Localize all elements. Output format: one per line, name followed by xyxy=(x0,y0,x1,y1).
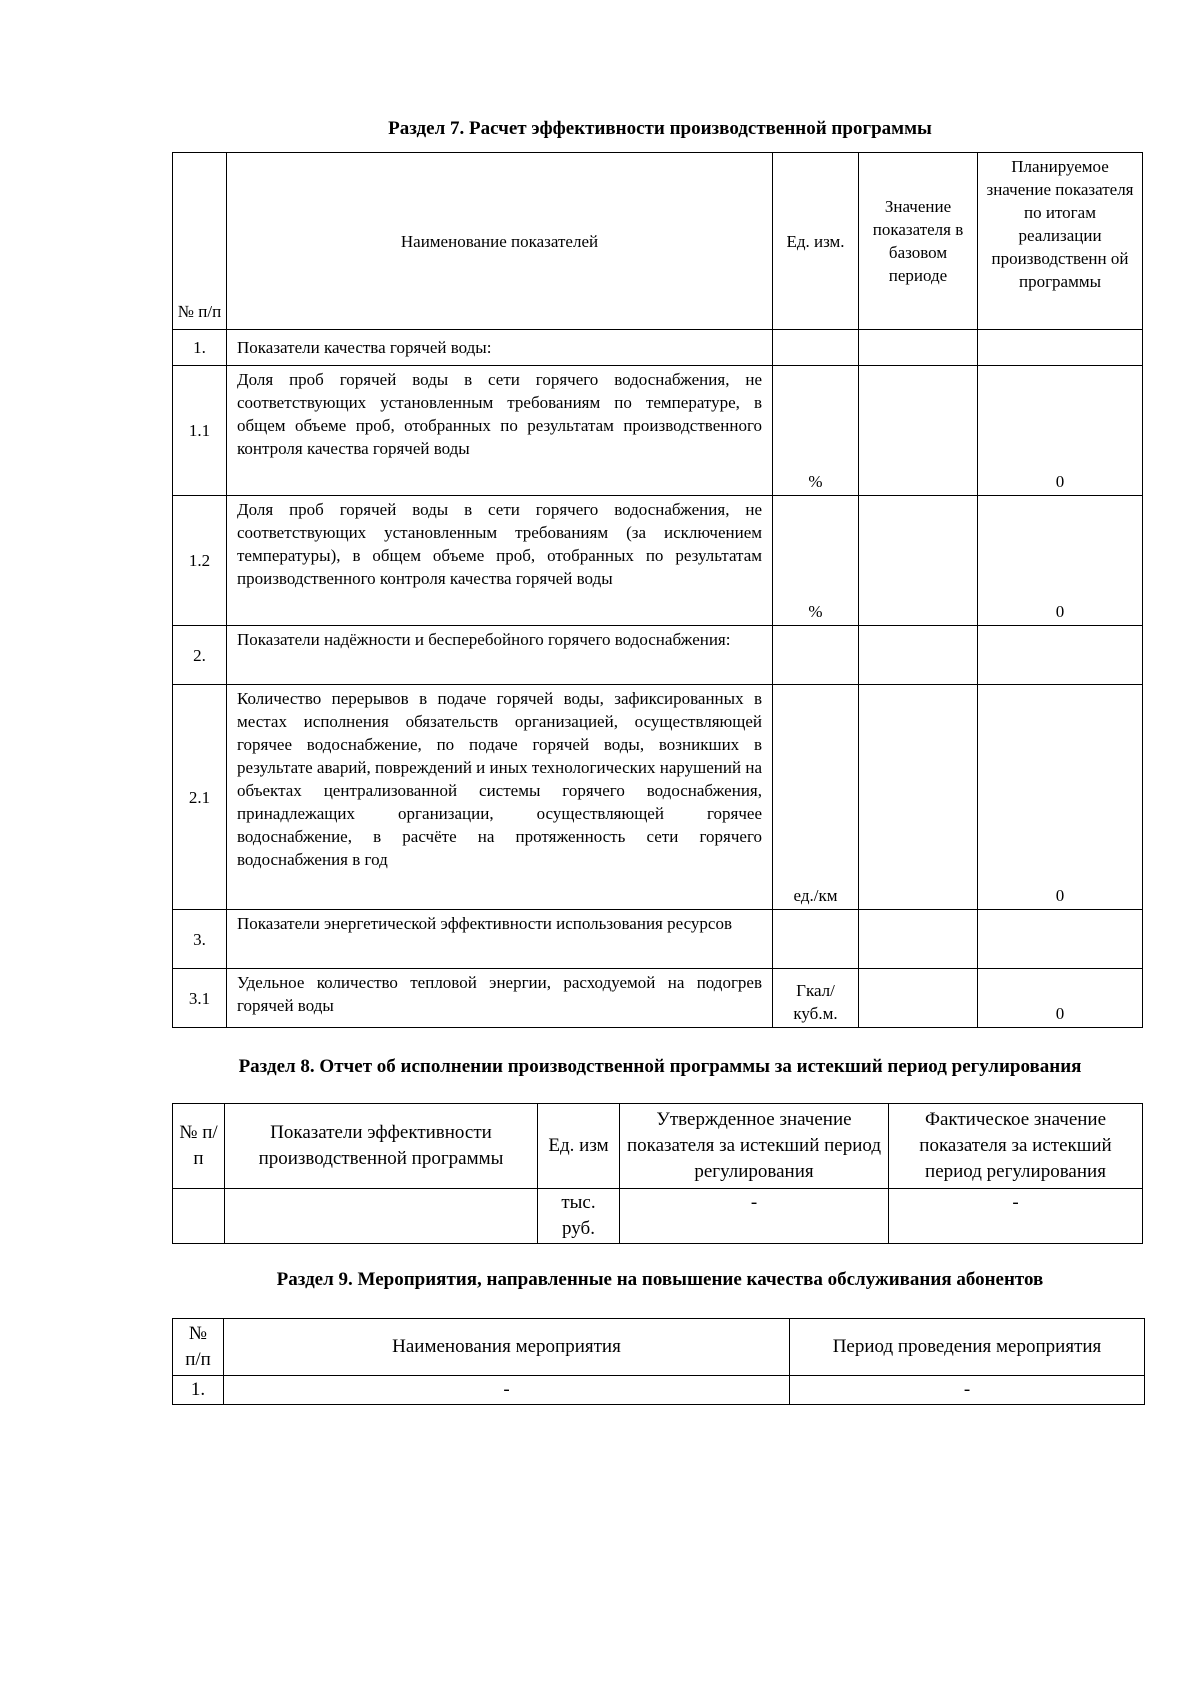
row-num xyxy=(173,1189,225,1244)
row-name: Количество перерывов в подаче горячей воды, зафиксированных в местах исполнения обязательств организацией, осуществляющей горячее водоснабжение, по подаче горячей воды, возникших в результате аварий, повреждений и иных технологических нарушений на объектах централизованной системы горячего водоснабжения, принадлежащих организации, осуществляющей горячее водоснабжение, в расчёте на протяженность сети горячего водоснабжения в год xyxy=(227,685,773,910)
table-row xyxy=(173,969,1143,1028)
table-header-row xyxy=(173,1319,1145,1376)
header-unit: Ед. изм xyxy=(538,1104,620,1189)
row-base-value xyxy=(859,685,978,910)
section9-title: Раздел 9. Мероприятия, направленные на повышение качества обслуживания абонентов xyxy=(276,1269,1044,1290)
row-unit: ед./км xyxy=(773,685,859,910)
measures-table xyxy=(172,1318,1145,1405)
row-planned-value xyxy=(978,910,1143,969)
row-base-value xyxy=(859,910,978,969)
row-name xyxy=(225,1189,538,1244)
row-name: Показатели надёжности и бесперебойного горячего водоснабжения: xyxy=(227,626,773,685)
header-name: Наименования мероприятия xyxy=(224,1319,790,1376)
row-planned-value: 0 xyxy=(978,685,1143,910)
row-unit: % xyxy=(773,366,859,496)
row-num: 2. xyxy=(173,626,227,685)
table-row xyxy=(173,330,1143,366)
row-planned-value xyxy=(978,330,1143,366)
section7-title: Раздел 7. Расчет эффективности производственной программы xyxy=(388,118,932,139)
row-unit: Гкал/ куб.м. xyxy=(773,969,859,1028)
row-name: Доля проб горячей воды в сети горячего водоснабжения, не соответствующих установленным требованиям (за исключением температуры), в общем объеме проб, отобранных по результатам производственного контроля качества горячей воды xyxy=(227,496,773,626)
row-name: - xyxy=(224,1376,790,1405)
header-num: № п/п xyxy=(173,1104,225,1189)
efficiency-table xyxy=(172,152,1143,1028)
report-table xyxy=(172,1103,1143,1244)
row-num: 3. xyxy=(173,910,227,969)
table-row xyxy=(173,1189,1143,1244)
header-planned-value: Планируемое значение показателя по итогам реализации производственн ой программы xyxy=(978,153,1143,330)
table-row xyxy=(173,366,1143,496)
row-planned-value: 0 xyxy=(978,496,1143,626)
row-base-value xyxy=(859,626,978,685)
header-num: № п/п xyxy=(173,153,227,330)
row-name: Показатели качества горячей воды: xyxy=(227,330,773,366)
table-row xyxy=(173,1376,1145,1405)
table-row xyxy=(173,910,1143,969)
header-period: Период проведения мероприятия xyxy=(790,1319,1145,1376)
row-name: Показатели энергетической эффективности использования ресурсов xyxy=(227,910,773,969)
header-num: № п/п xyxy=(173,1319,224,1376)
row-num: 1. xyxy=(173,1376,224,1405)
row-name: Удельное количество тепловой энергии, расходуемой на подогрев горячей воды xyxy=(227,969,773,1028)
row-actual-value: - xyxy=(889,1189,1143,1244)
row-base-value xyxy=(859,969,978,1028)
row-num: 1. xyxy=(173,330,227,366)
row-name: Доля проб горячей воды в сети горячего водоснабжения, не соответствующих установленным требованиям по температуре, в общем объеме проб, отобранных по результатам производственного контроля качества горячей воды xyxy=(227,366,773,496)
row-planned-value: 0 xyxy=(978,969,1143,1028)
row-base-value xyxy=(859,366,978,496)
section8-title: Раздел 8. Отчет об исполнении производственной программы за истекший период регулирования xyxy=(238,1056,1082,1077)
header-name: Показатели эффективности производственной программы xyxy=(225,1104,538,1189)
row-unit: % xyxy=(773,496,859,626)
row-num: 2.1 xyxy=(173,685,227,910)
table-header-row xyxy=(173,1104,1143,1189)
table-header-row xyxy=(173,153,1143,330)
header-unit: Ед. изм. xyxy=(773,153,859,330)
row-unit xyxy=(773,626,859,685)
row-period: - xyxy=(790,1376,1145,1405)
row-base-value xyxy=(859,496,978,626)
table-row xyxy=(173,496,1143,626)
row-num: 1.1 xyxy=(173,366,227,496)
row-num: 3.1 xyxy=(173,969,227,1028)
table-row xyxy=(173,685,1143,910)
row-approved-value: - xyxy=(620,1189,889,1244)
row-planned-value: 0 xyxy=(978,366,1143,496)
header-actual-value: Фактическое значение показателя за истекший период регулирования xyxy=(889,1104,1143,1189)
row-num: 1.2 xyxy=(173,496,227,626)
row-unit: тыс. руб. xyxy=(538,1189,620,1244)
header-base-value: Значение показателя в базовом периоде xyxy=(859,153,978,330)
row-planned-value xyxy=(978,626,1143,685)
row-base-value xyxy=(859,330,978,366)
header-name: Наименование показателей xyxy=(227,153,773,330)
row-unit xyxy=(773,910,859,969)
table-row xyxy=(173,626,1143,685)
row-unit xyxy=(773,330,859,366)
header-approved-value: Утвержденное значение показателя за истекший период регулирования xyxy=(620,1104,889,1189)
